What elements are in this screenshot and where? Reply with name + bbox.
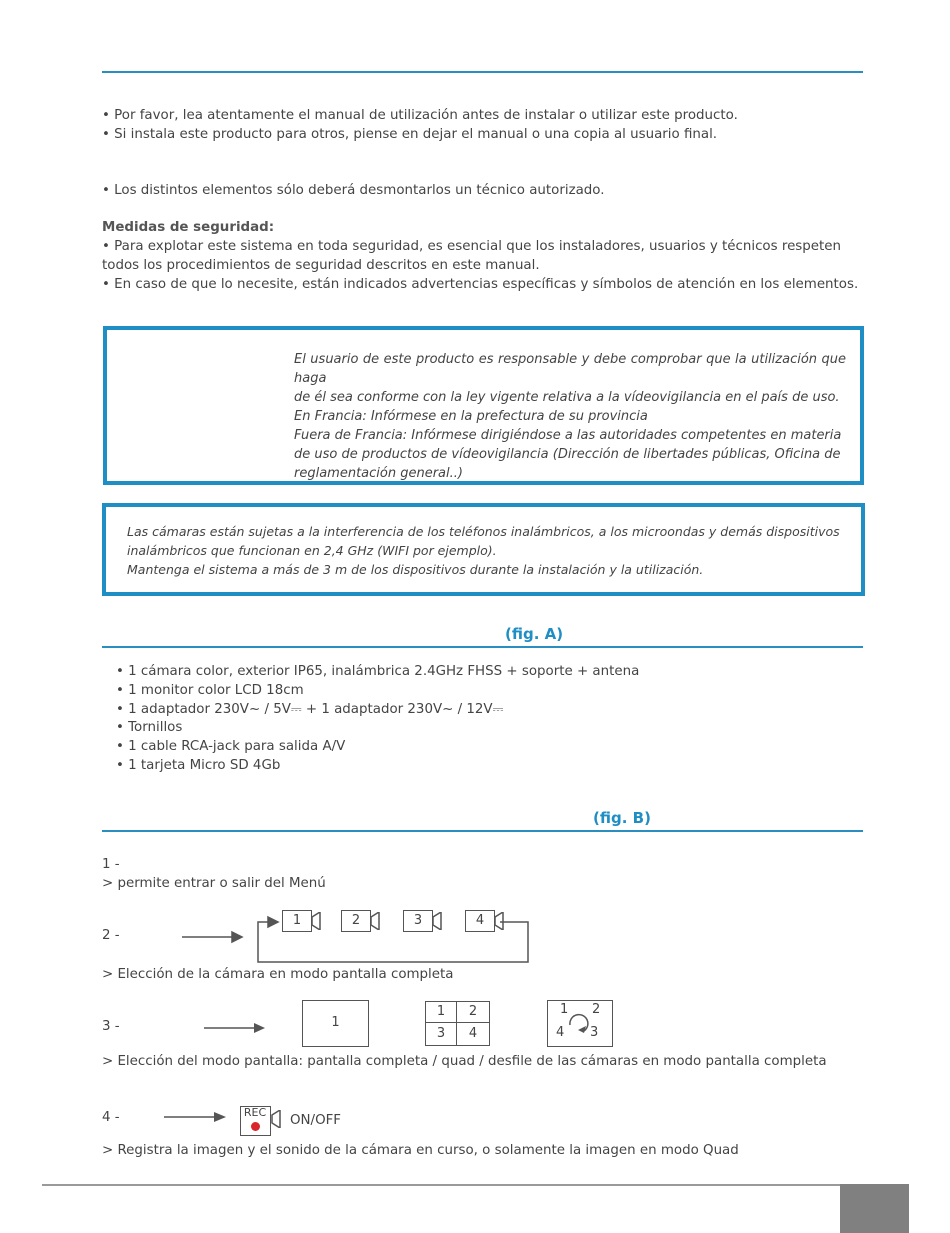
cycle-label: 1 <box>560 1002 569 1017</box>
page-number-tab <box>840 1184 909 1233</box>
step-1-number: 1 - <box>102 857 120 872</box>
fig-b-label: (fig. B) <box>593 809 651 827</box>
interference-line: Las cámaras están sujetas a la interferencia de los teléfonos inalámbricos, a los microondas y demás dispositivos <box>127 524 840 539</box>
camera-lens-icon <box>271 1110 281 1128</box>
legal-line: Fuera de Francia: Infórmese dirigiéndose a las autoridades competentes en materia <box>294 428 842 443</box>
safety-line-1: • Para explotar este sistema en toda seguridad, es esencial que los instaladores, usuarios y técnicos respeten <box>102 239 841 254</box>
contents-item: • 1 tarjeta Micro SD 4Gb <box>116 758 281 773</box>
intro-bullet-2: • Si instala este producto para otros, piense en dejar el manual o una copia al usuario final. <box>102 127 718 142</box>
footer-divider <box>42 1184 842 1186</box>
quad-cell: 1 <box>425 1001 457 1023</box>
top-divider <box>102 71 863 73</box>
contents-item: • 1 cámara color, exterior IP65, inalámbrica 2.4GHz FHSS + soporte + antena <box>116 664 640 679</box>
step-4-number: 4 - <box>102 1110 120 1125</box>
cycle-label: 2 <box>592 1002 601 1017</box>
fig-b-divider <box>102 830 863 832</box>
on-off-label: ON/OFF <box>290 1113 342 1128</box>
safety-heading: Medidas de seguridad: <box>102 220 275 235</box>
camera-lens-icon <box>432 912 442 930</box>
intro-bullet-1: • Por favor, lea atentamente el manual de utilización antes de instalar o utilizar este producto. <box>102 108 738 123</box>
technician-note: • Los distintos elementos sólo deberá desmontarlos un técnico autorizado. <box>102 183 605 198</box>
legal-line: En Francia: Infórmese en la prefectura de su provincia <box>294 409 648 424</box>
legal-line: de uso de productos de vídeovigilancia (Dirección de libertades públicas, Oficina de <box>294 447 841 462</box>
safety-line-2: todos los procedimientos de seguridad descritos en este manual. <box>102 258 540 273</box>
fig-a-divider <box>102 646 863 648</box>
step-3-number: 3 - <box>102 1019 120 1034</box>
contents-item: • 1 cable RCA-jack para salida A/V <box>116 739 346 754</box>
step-2-number: 2 - <box>102 928 120 943</box>
cycle-label: 4 <box>556 1025 565 1040</box>
camera-lens-icon <box>370 912 380 930</box>
rotate-icon <box>564 1009 594 1039</box>
loop-arrow-icon <box>268 917 278 927</box>
interference-box <box>102 503 865 596</box>
interference-line: inalámbricos que funcionan en 2,4 GHz (WIFI por ejemplo). <box>127 543 497 558</box>
cycle-label: 3 <box>590 1025 599 1040</box>
safety-line-3: • En caso de que lo necesite, están indicados advertencias específicas y símbolos de atención en los elementos. <box>102 277 859 292</box>
contents-item: • 1 monitor color LCD 18cm <box>116 683 304 698</box>
legal-line: El usuario de este producto es responsable y debe comprobar que la utilización que haga <box>294 352 846 386</box>
legal-line: reglamentación general..) <box>294 466 463 481</box>
legal-line: de él sea conforme con la ley vigente relativa a la vídeovigilancia en el país de uso. <box>294 390 840 405</box>
rec-camera-icon <box>240 1106 271 1136</box>
legal-notice-box <box>103 326 864 485</box>
arrow-icon <box>202 1020 272 1036</box>
cycle-mode-icon <box>547 1000 613 1047</box>
step-3-desc: > Elección del modo pantalla: pantalla completa / quad / desfile de las cámaras en modo pantalla completa <box>102 1054 827 1069</box>
contents-item: • Tornillos <box>116 720 183 735</box>
quad-cell: 2 <box>456 1001 490 1023</box>
camera-3-icon: 3 <box>403 910 433 932</box>
fullscreen-mode-icon: 1 <box>302 1000 369 1047</box>
contents-item: • 1 adaptador 230V~ / 5V⎓ + 1 adaptador 230V~ / 12V⎓ <box>116 702 504 717</box>
camera-4-icon: 4 <box>465 910 495 932</box>
camera-lens-icon <box>311 912 321 930</box>
fig-a-label: (fig. A) <box>505 625 564 643</box>
camera-lens-icon <box>494 912 504 930</box>
arrow-head-icon <box>232 932 242 942</box>
record-dot-icon <box>251 1122 260 1131</box>
arrow-icon <box>162 1109 232 1125</box>
step-4-desc: > Registra la imagen y el sonido de la cámara en curso, o solamente la imagen en modo Quad <box>102 1143 739 1158</box>
quad-cell: 3 <box>425 1022 457 1046</box>
interference-line: Mantenga el sistema a más de 3 m de los dispositivos durante la instalación y la utilización. <box>127 562 704 577</box>
camera-2-icon: 2 <box>341 910 371 932</box>
camera-1-icon: 1 <box>282 910 312 932</box>
step-2-desc: > Elección de la cámara en modo pantalla completa <box>102 967 454 982</box>
legal-notice-text <box>294 350 846 483</box>
interference-text <box>127 522 847 579</box>
rec-label: REC <box>243 1106 267 1119</box>
quad-cell: 4 <box>456 1022 490 1046</box>
step-1-desc: > permite entrar o salir del Menú <box>102 876 326 891</box>
